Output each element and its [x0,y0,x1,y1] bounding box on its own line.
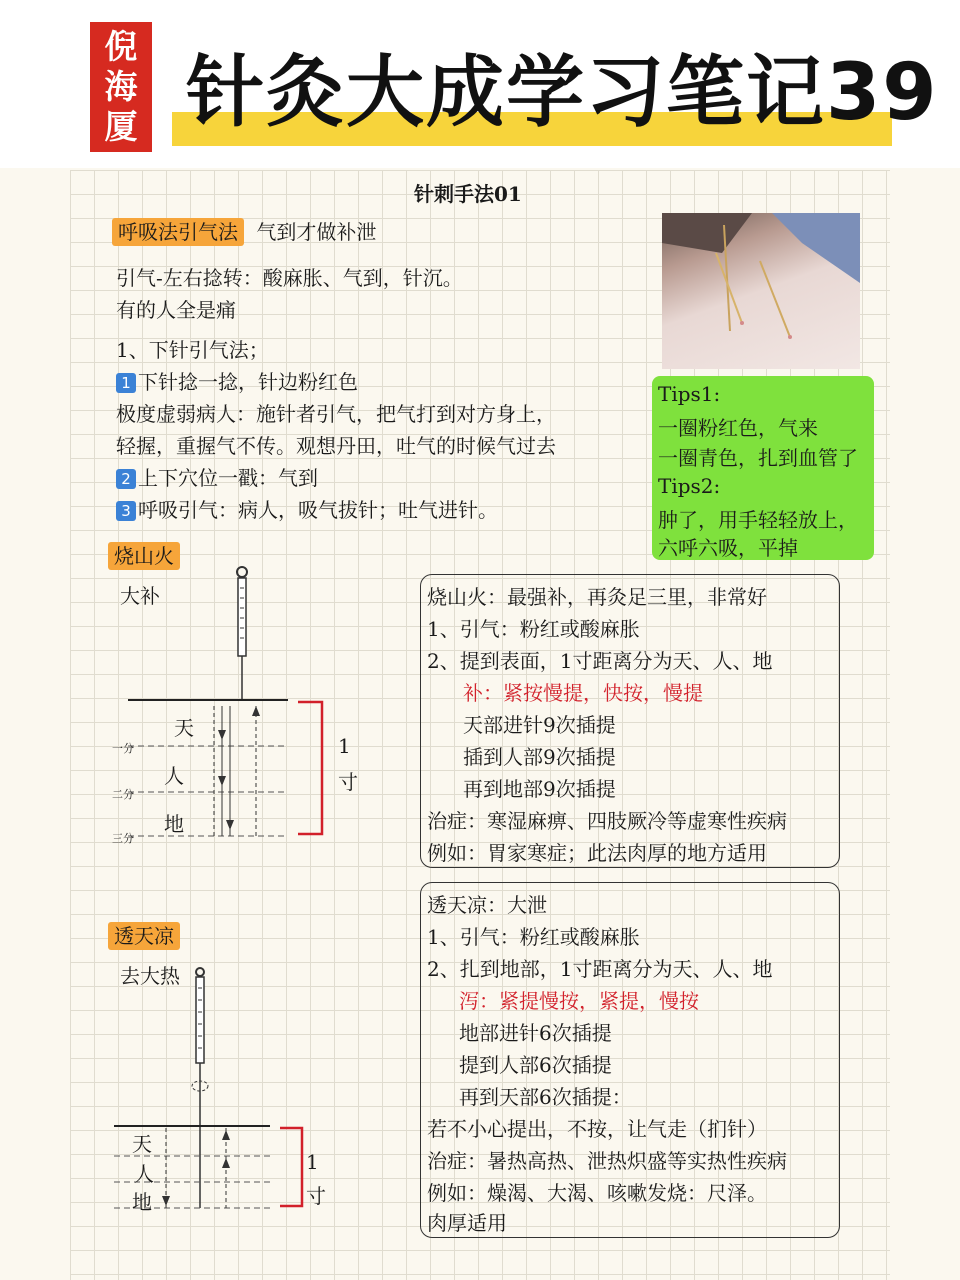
box-line: 例如：燥渴、大渴、咳嗽发烧：尺泽。 [427,1181,767,1205]
box-line: 若不小心提出，不按，让气走（扪针） [427,1117,767,1141]
tip1-title: Tips1: [658,382,721,406]
box-line: 2、扎到地部，1寸距离分为天、人、地 [427,957,773,981]
toutianliang-heading-row [108,920,180,949]
note-line: 1、下针引气法； [116,338,269,362]
box-line: 地部进针6次插提 [459,1021,612,1045]
section1-heading: 呼吸法引气法 [112,218,244,246]
box-line: 烧山火：最强补，再灸足三里，非常好 [427,585,767,609]
tips-box [652,376,874,560]
level-label: 地 [164,812,184,836]
number-badge: 1 [116,373,136,393]
note-text: 呼吸引气：病人，吸气拔针；吐气进针。 [138,498,498,522]
box-line: 再到地部9次插提 [463,777,616,801]
number-badge: 3 [116,501,136,521]
box-line: 透天凉：大泄 [427,893,547,917]
toutianliang-notes-box [420,882,840,1238]
depth-mark: 一分 [112,742,134,755]
box-line: 治症：寒湿麻痹、四肢厥冷等虚寒性疾病 [427,809,787,833]
section1-heading-row [112,216,376,245]
level-label: 人 [164,764,184,788]
note-text: 下针捻一捻，针边粉红色 [138,370,358,394]
depth-mark: 二分 [112,788,134,801]
box-line: 例如：胃家寒症；此法肉厚的地方适用 [427,841,767,865]
box-line: 插到人部9次插提 [463,745,616,769]
box-line-emphasis: 泻：紧提慢按，紧提，慢按 [459,989,699,1013]
box-line: 天部进针9次插提 [463,713,616,737]
tip2-title: Tips2: [658,474,721,498]
note-line: 极度虚弱病人：施针者引气，把气打到对方身上， [116,402,556,426]
tip2-line: 肿了，用手轻轻放上， [658,508,858,532]
note-line [116,494,498,523]
box-line-emphasis: 补：紧按慢提，快按，慢提 [463,681,703,705]
acupuncture-photo [662,213,860,369]
note-line [116,366,358,395]
box-line: 1、引气：粉红或酸麻胀 [427,925,640,949]
note-line: 轻握，重握气不传。观想丹田，吐气的时候气过去 [116,434,556,458]
note-text: 上下穴位一戳：气到 [138,466,318,490]
tip1-line: 一圈粉红色，气来 [658,416,818,440]
author-char: 倪 [104,27,138,66]
tip1-line: 一圈青色，扎到血管了 [658,446,858,470]
level-label: 天 [174,716,194,740]
shaoshanhuo-needle-diagram [100,560,340,850]
box-line: 提到人部6次插提 [459,1053,612,1077]
number-badge: 2 [116,469,136,489]
shaoshanhuo-notes-box [420,574,840,868]
author-stamp [90,22,152,152]
page-title: 针灸大成学习笔记39 [186,48,939,138]
toutianliang-heading: 透天凉 [108,922,180,950]
bracket-label: 1 [306,1150,319,1174]
level-label: 地 [132,1190,152,1214]
tip2-line: 六呼六吸，平掉 [658,536,798,560]
bracket-label: 寸 [306,1184,326,1208]
section1-heading-note: 气到才做补泄 [256,220,377,244]
shaoshanhuo-heading: 烧山火 [108,542,180,570]
toutianliang-diagram-label: 去大热 [120,964,180,988]
needle-photo-drawing [662,213,860,369]
level-label: 天 [132,1132,152,1156]
note-line: 引气-左右捻转：酸麻胀、气到，针沉。 [116,266,463,290]
note-line [116,462,318,491]
box-line: 治症：暑热高热、泄热炽盛等实热性疾病 [427,1149,787,1173]
box-line: 2、提到表面，1寸距离分为天、人、地 [427,649,773,673]
bracket-label: 1 [338,734,351,758]
box-line: 肉厚适用 [427,1211,507,1235]
note-line: 有的人全是痛 [116,298,236,322]
level-label: 人 [134,1162,154,1186]
author-char: 海 [104,67,138,106]
box-line: 1、引气：粉红或酸麻胀 [427,617,640,641]
shaoshanhuo-diagram-label: 大补 [120,584,160,608]
author-char: 厦 [104,107,138,146]
section-subtitle: 针刺手法01 [414,182,522,206]
bracket-label: 寸 [338,770,358,794]
box-line: 再到天部6次插提： [459,1085,632,1109]
depth-mark: 三分 [112,832,134,845]
